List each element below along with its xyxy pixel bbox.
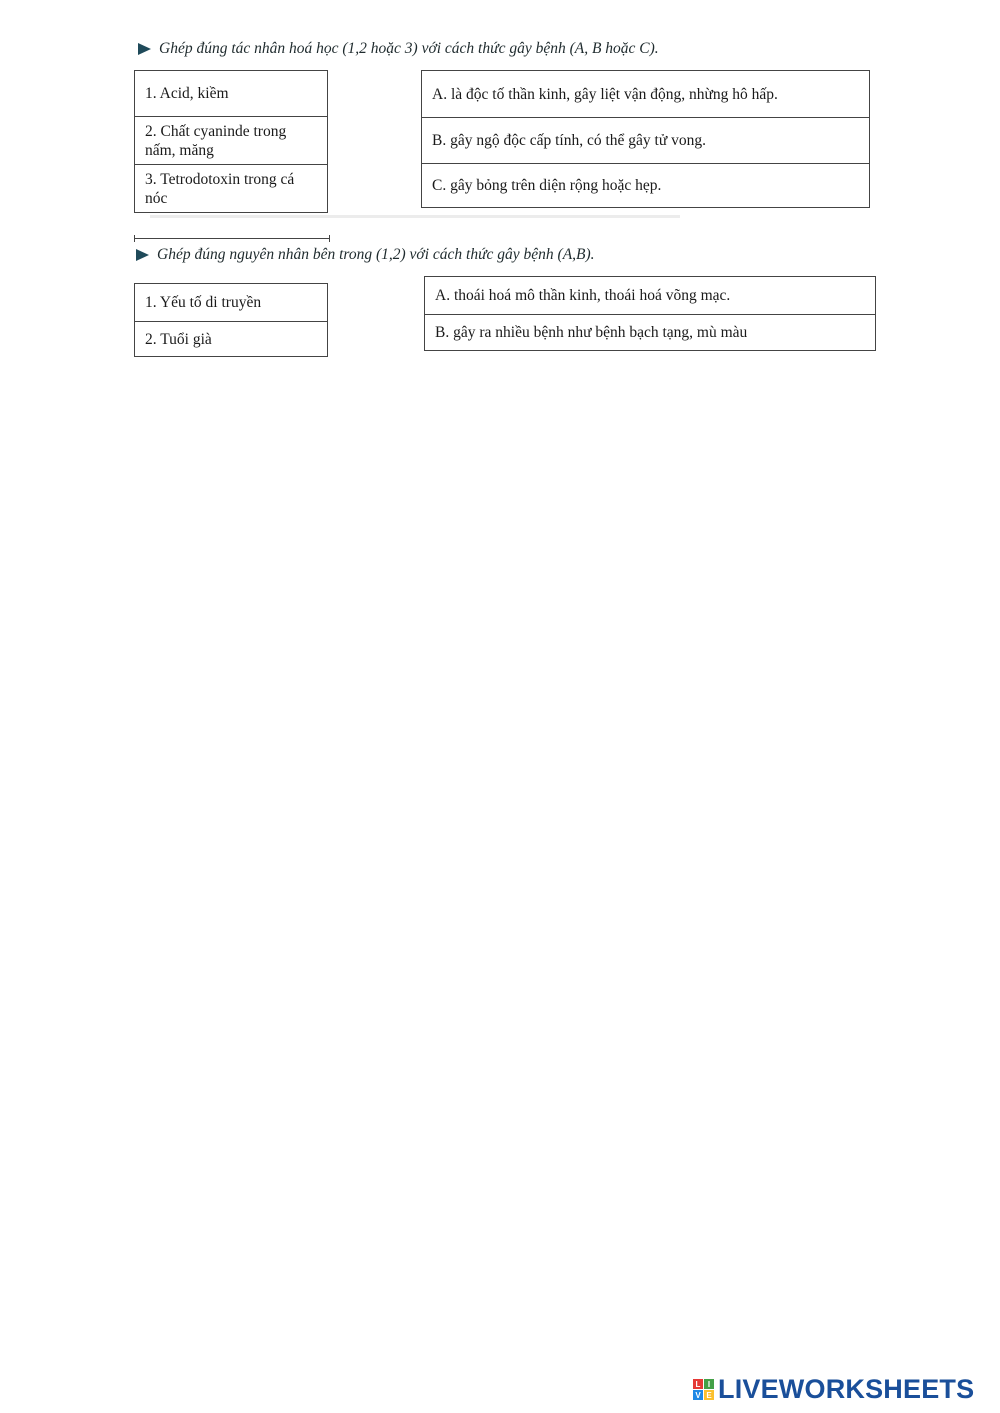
arrow-bullet-icon xyxy=(136,249,149,261)
section1-left-item[interactable]: 2. Chất cyaninde trong nấm, măng xyxy=(135,116,327,164)
section2-instruction xyxy=(136,246,595,264)
section2-left-item[interactable]: 1. Yếu tố di truyền xyxy=(145,294,262,311)
section1-left-item[interactable]: 3. Tetrodotoxin trong cá nóc xyxy=(135,164,327,212)
section2-left-item[interactable]: 2. Tuổi già xyxy=(135,321,327,356)
divider xyxy=(134,238,330,239)
logo-mark-icon: L I V E xyxy=(693,1379,714,1400)
section1-right-item[interactable]: C. gây bỏng trên diện rộng hoặc hẹp. xyxy=(422,163,869,207)
section2-right-item[interactable]: B. gây ra nhiều bệnh như bệnh bạch tạng, mù màu xyxy=(425,314,875,350)
faded-artifact xyxy=(150,215,680,218)
arrow-bullet-icon xyxy=(138,43,151,55)
section1-right-item[interactable]: A. là độc tố thần kinh, gây liệt vận động, nhừng hô hấp. xyxy=(432,85,778,103)
section2-right-item[interactable]: A. thoái hoá mô thần kinh, thoái hoá võng mạc. xyxy=(435,287,731,304)
section1-right-box xyxy=(421,70,870,208)
liveworksheets-logo[interactable] xyxy=(693,1374,974,1405)
section1-instruction xyxy=(138,40,659,58)
section1-left-box xyxy=(134,70,328,213)
brand-name: LIVEWORKSHEETS xyxy=(718,1374,975,1404)
section1-left-item[interactable]: 1. Acid, kiềm xyxy=(145,85,229,102)
section1-right-item[interactable]: B. gây ngộ độc cấp tính, có thể gây tử vong. xyxy=(422,117,869,163)
section2-right-box xyxy=(424,276,876,351)
section2-instruction-text: Ghép đúng nguyên nhân bên trong (1,2) với cách thức gây bệnh (A,B). xyxy=(157,246,595,263)
section1-instruction-text: Ghép đúng tác nhân hoá học (1,2 hoặc 3) với cách thức gây bệnh (A, B hoặc C). xyxy=(159,40,659,57)
section2-left-box xyxy=(134,283,328,357)
